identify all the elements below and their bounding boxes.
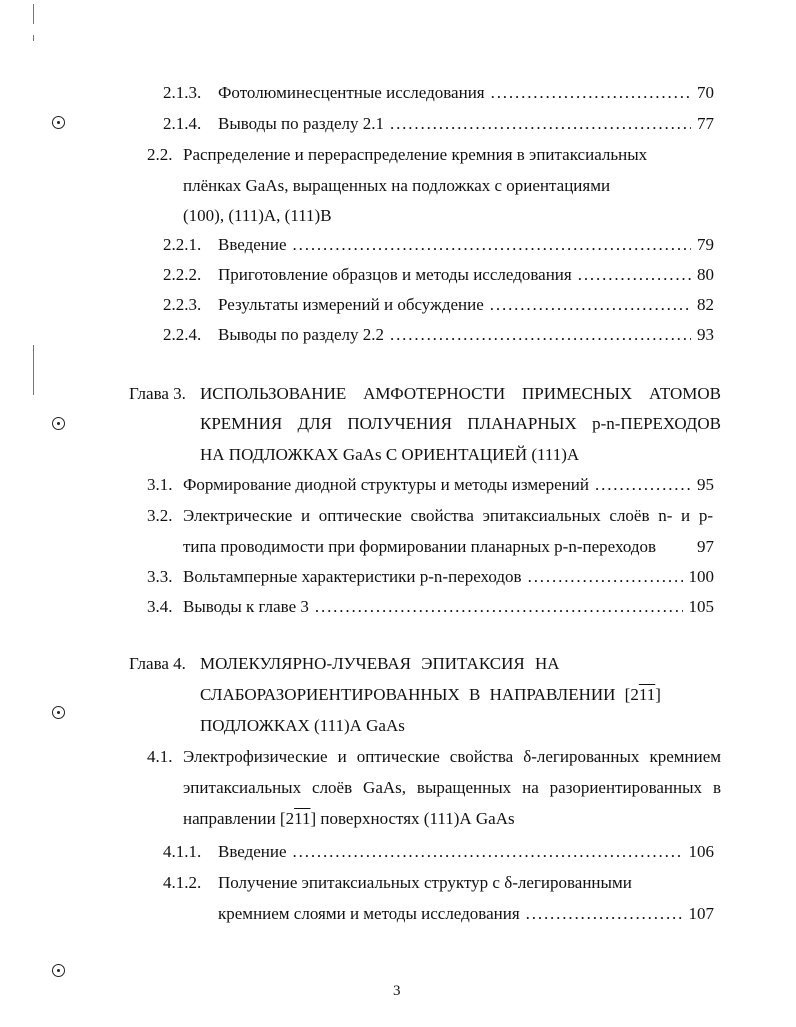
dot-leader: [578, 264, 691, 286]
dot-leader: [315, 596, 683, 618]
toc-title[interactable]: Электрофизические и оптические свойства δ-легированных кремнием: [183, 747, 721, 766]
toc-title-cont: [183, 808, 515, 830]
toc-entry[interactable]: [163, 841, 714, 863]
scan-mark: [33, 345, 34, 395]
binder-hole-icon: [52, 116, 65, 129]
chapter-title[interactable]: ИСПОЛЬЗОВАНИЕ АМФОТЕРНОСТИ ПРИМЕСНЫХ АТОМОВ: [200, 384, 721, 403]
toc-page: 100: [688, 567, 714, 586]
toc-entry[interactable]: [163, 324, 714, 346]
chapter-title-cont: ПОДЛОЖКАХ (111)А GaAs: [200, 716, 405, 735]
dot-leader: [490, 294, 691, 316]
dot-leader: [390, 113, 691, 135]
toc-number: 2.2.3.: [163, 295, 202, 314]
chapter-label: Глава 3.: [129, 384, 186, 403]
toc-number: 2.2.1.: [163, 235, 202, 254]
toc-number: 2.1.3.: [163, 83, 202, 102]
toc-number: 2.2.2.: [163, 265, 202, 284]
title-text: ]: [655, 685, 661, 704]
dot-leader: [528, 566, 683, 588]
binder-hole-icon: [52, 706, 65, 719]
toc-entry-cont: [218, 903, 714, 925]
toc-page: 80: [697, 265, 714, 284]
dot-leader: [293, 234, 691, 256]
toc-title-cont: кремнием слоями и методы исследования: [218, 904, 520, 923]
toc-page: 105: [688, 597, 714, 616]
toc-number: 3.4.: [147, 597, 173, 616]
toc-entry[interactable]: [147, 596, 714, 618]
toc-entry[interactable]: [163, 264, 714, 286]
toc-number: 4.1.1.: [163, 842, 202, 861]
toc-page: 95: [697, 475, 714, 494]
binder-hole-icon: [52, 964, 65, 977]
overbar-indices: 11: [638, 685, 656, 704]
toc-page: 106: [688, 842, 714, 861]
binder-hole-icon: [52, 417, 65, 430]
toc-page: 97: [697, 537, 714, 556]
toc-title-cont: (100), (111)А, (111)В: [183, 206, 332, 225]
toc-number: 3.3.: [147, 567, 173, 586]
dot-leader: [595, 474, 691, 496]
toc-entry[interactable]: [147, 474, 714, 496]
toc-entry[interactable]: [163, 113, 714, 135]
toc-title: Вольтамперные характеристики p-n-переходов: [183, 567, 522, 586]
toc-title: Введение: [218, 842, 287, 861]
toc-page: 82: [697, 295, 714, 314]
chapter-title-cont: [200, 684, 661, 706]
toc-number: 2.2.4.: [163, 325, 202, 344]
dot-leader: [293, 841, 683, 863]
toc-title-cont: плёнках GaAs, выращенных на подложках с ориентациями: [183, 176, 611, 195]
toc-number: 2.1.4.: [163, 114, 202, 133]
toc-title-cont: типа проводимости при формировании планарных p-n-переходов: [183, 537, 657, 556]
toc-title[interactable]: Получение эпитаксиальных структур с δ-легированными: [218, 873, 632, 892]
dot-leader: [491, 82, 691, 104]
toc-number: 2.2.: [147, 145, 173, 164]
toc-number: 3.1.: [147, 475, 173, 494]
toc-page: 77: [697, 114, 714, 133]
toc-page: 70: [697, 83, 714, 102]
toc-title[interactable]: Распределение и перераспределение кремния в эпитаксиальных: [183, 145, 648, 164]
chapter-label: Глава 4.: [129, 654, 186, 673]
chapter-title[interactable]: МОЛЕКУЛЯРНО-ЛУЧЕВАЯ ЭПИТАКСИЯ НА: [200, 654, 560, 673]
overbar-indices: 11: [294, 809, 311, 828]
dot-leader: [390, 324, 691, 346]
toc-title: Введение: [218, 235, 287, 254]
toc-number: 4.1.2.: [163, 873, 202, 892]
toc-entry[interactable]: [147, 566, 714, 588]
toc-entry[interactable]: [163, 82, 714, 104]
chapter-title-cont: НА ПОДЛОЖКАХ GaAs С ОРИЕНТАЦИЕЙ (111)А: [200, 445, 580, 464]
toc-title: Выводы по разделу 2.2: [218, 325, 384, 344]
chapter-title-cont: КРЕМНИЯ ДЛЯ ПОЛУЧЕНИЯ ПЛАНАРНЫХ p-n-ПЕРЕХОДОВ: [200, 414, 721, 433]
toc-title: Результаты измерений и обсуждение: [218, 295, 484, 314]
toc-page: 93: [697, 325, 714, 344]
toc-title: Выводы к главе 3: [183, 597, 309, 616]
page-number: 3: [393, 983, 401, 999]
title-text: ] поверхностях (111)А GaAs: [310, 809, 515, 828]
scan-mark: [33, 35, 34, 41]
toc-title[interactable]: Электрические и оптические свойства эпитаксиальных слоёв n- и p-: [183, 506, 713, 525]
toc-page: 107: [688, 904, 714, 923]
toc-title-cont: эпитаксиальных слоёв GaAs, выращенных на разориентированных в: [183, 778, 721, 797]
toc-title: Фотолюминесцентные исследования: [218, 83, 485, 102]
toc-entry[interactable]: [163, 294, 714, 316]
toc-page: 79: [697, 235, 714, 254]
toc-entry[interactable]: [163, 234, 714, 256]
toc-title: Приготовление образцов и методы исследования: [218, 265, 572, 284]
toc-number: 4.1.: [147, 747, 173, 766]
title-text: направлении [2: [183, 809, 295, 828]
dot-leader: [526, 903, 683, 925]
title-text: СЛАБОРАЗОРИЕНТИРОВАННЫХ В НАПРАВЛЕНИИ [2: [200, 685, 639, 704]
toc-title: Формирование диодной структуры и методы измерений: [183, 475, 589, 494]
toc-number: 3.2.: [147, 506, 173, 525]
toc-entry-cont: [183, 536, 714, 558]
scan-mark: [33, 4, 34, 24]
toc-title: Выводы по разделу 2.1: [218, 114, 384, 133]
